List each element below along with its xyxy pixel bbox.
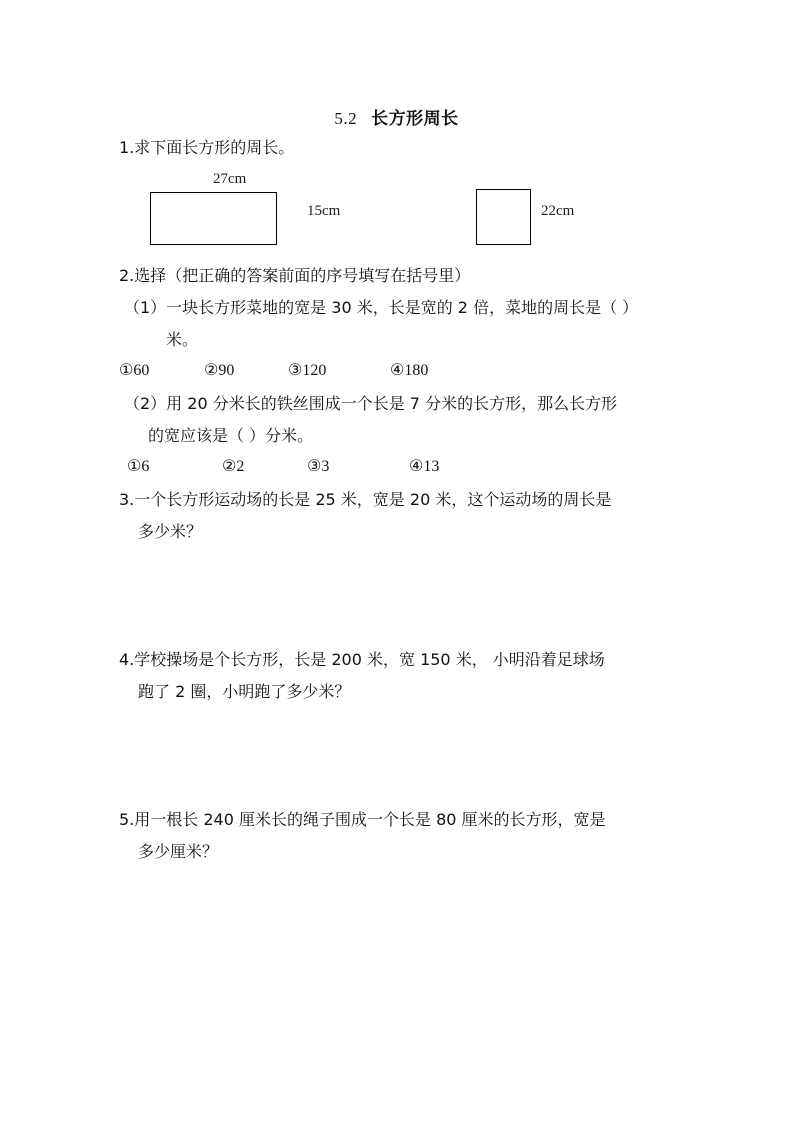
question-2-1-line1: （1）一块长方形菜地的宽是 30 米，长是宽的 2 倍，菜地的周长是（ ） [124,298,639,317]
question-2-1-option-2[interactable]: ②90 [204,362,235,379]
question-2-1-option-1[interactable]: ①60 [119,362,150,379]
question-2-2-option-2[interactable]: ②2 [222,458,245,475]
question-2-2-option-3[interactable]: ③3 [307,458,330,475]
question-4-line1: 4.学校操场是个长方形，长是 200 米，宽 150 米， 小明沿着足球场 [119,650,605,669]
question-2-2-line1: （2）用 20 分米长的铁丝围成一个长是 7 分米的长方形，那么长方形 [124,394,618,413]
rectangle-width-label: 15cm [307,203,341,219]
question-2-2-option-4[interactable]: ④13 [409,458,440,475]
page-title [0,104,793,129]
question-1-prompt: 1.求下面长方形的周长。 [119,138,295,157]
question-2-2-line2: 的宽应该是（ ）分米。 [148,426,314,445]
rectangle-figure [150,192,277,245]
question-2-1-line2: 米。 [166,330,199,349]
question-5-line1: 5.用一根长 240 厘米长的绳子围成一个长是 80 厘米的长方形，宽是 [119,810,606,829]
question-3-line1: 3.一个长方形运动场的长是 25 米，宽是 20 米，这个运动场的周长是 [119,490,612,509]
square-figure [476,189,531,245]
question-4-line2: 跑了 2 圈，小明跑了多少米？ [138,682,351,701]
section-number: 5.2 [334,109,358,128]
section-title: 长方形周长 [371,109,459,129]
question-3-line2: 多少米？ [138,522,203,541]
question-2-1-option-4[interactable]: ④180 [390,362,429,379]
question-2-1-option-3[interactable]: ③120 [288,362,327,379]
question-2-prompt: 2.选择（把正确的答案前面的序号填写在括号里） [119,266,471,285]
square-side-label: 22cm [541,203,575,219]
question-2-2-option-1[interactable]: ①6 [127,458,150,475]
rectangle-length-label: 27cm [213,171,247,187]
question-5-line2: 多少厘米？ [138,842,219,861]
